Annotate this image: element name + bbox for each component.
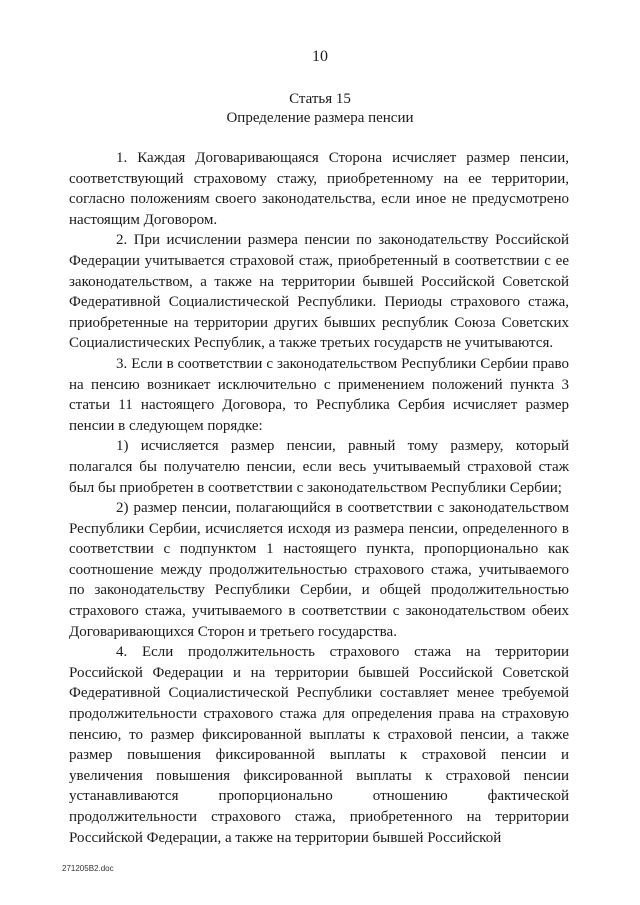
subparagraph-1: 1) исчисляется размер пенсии, равный тому размеру, который полагался бы получателю пенсии, если весь учитываемый страховой стаж был бы приобретен в соответствии с законодательством Республики Сербии; xyxy=(69,438,569,496)
footer-document-code: 271205B2.doc xyxy=(62,864,114,873)
page-number: 10 xyxy=(312,48,328,65)
article-subtitle: Определение размера пенсии xyxy=(226,110,414,126)
paragraph-3: 3. Если в соответствии с законодательством Республики Сербии право на пенсию возникает исключительно с применением положений пункта 3 статьи 11 настоящего Договора, то Республика Сербия исчисляет размер пенсии в следующем порядке: xyxy=(69,355,569,434)
article-body xyxy=(69,148,569,848)
article-title: Статья 15 xyxy=(289,91,351,107)
paragraph-4: 4. Если продолжительность страхового стажа на территории Российской Федерации и на территории бывшей Российской Советской Федеративной Социалистической Республики составляет менее требуемой продолжительности страхового стажа для определения права на страховую пенсию, то размер фиксированной выплаты к страховой пенсии, а также размер повышения фиксированной выплаты к страховой пенсии и увеличения повышения фиксированной выплаты к страховой пенсии устанавливаются пропорционально отношению фактической продолжительности страхового стажа, приобретенного на территории Российской Федерации, а также на территории бывшей Российской xyxy=(69,644,569,846)
article-heading xyxy=(0,90,640,128)
paragraph-2: 2. При исчислении размера пенсии по законодательству Российской Федерации учитывается страховой стаж, приобретенный в соответствии с ее законодательством, а также на территории бывшей Российской Советской Федеративной Социалистической Республики. Периоды страхового стажа, приобретенные на территории других бывших республик Союза Советских Социалистических Республик, а также третьих государств не учитываются. xyxy=(69,232,569,352)
subparagraph-2: 2) размер пенсии, полагающийся в соответствии с законодательством Республики Сербии, исчисляется исходя из размера пенсии, определенного в соответствии с подпунктом 1 настоящего пункта, пропорционально как соотношение между продолжительностью страхового стажа, учитываемого по законодательству Республики Сербии, и общей продолжительностью страхового стажа, учитываемого в соответствии с законодательством обеих Договаривающихся Сторон и третьего государства. xyxy=(69,500,569,640)
paragraph-1: 1. Каждая Договаривающаяся Сторона исчисляет размер пенсии, соответствующий страховому стажу, приобретенному на ее территории, согласно положениям своего законодательства, если иное не предусмотрено настоящим Договором. xyxy=(69,150,569,228)
